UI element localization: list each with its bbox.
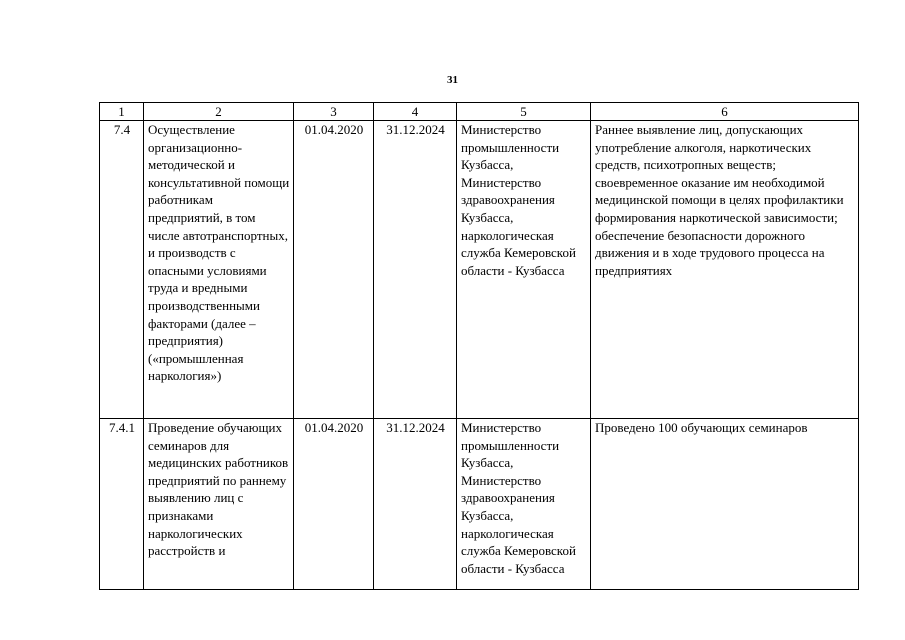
table-row	[100, 419, 859, 590]
measure-description: Проведение обучающих семинаров для медицинских работников предприятий по раннему выявлению лиц с признаками наркологических расстройств и	[148, 420, 289, 559]
expected-result: Раннее выявление лиц, допускающих употребление алкоголя, наркотических средств, психотропных веществ; своевременное оказание им необходимой медицинской помощи в целях профилактики формирования наркотической зависимости; обеспечение безопасности дорожного движения и в ходе трудового процесса на предприятиях	[591, 121, 859, 419]
column-number: 2	[144, 103, 294, 121]
column-number: 3	[294, 103, 374, 121]
page-number: 31	[447, 74, 458, 86]
column-number: 1	[100, 103, 144, 121]
start-date: 01.04.2020	[294, 419, 374, 590]
expected-result: Проведено 100 обучающих семинаров	[591, 419, 859, 590]
start-date: 01.04.2020	[294, 121, 374, 419]
executor: Министерство промышленности Кузбасса, Министерство здравоохранения Кузбасса, наркологическая служба Кемеровской области - Кузбасса	[457, 121, 591, 419]
executor: Министерство промышленности Кузбасса, Министерство здравоохранения Кузбасса, наркологическая служба Кемеровской области - Кузбасса	[461, 420, 576, 576]
measure-number: 7.4	[100, 121, 144, 419]
end-date: 31.12.2024	[374, 419, 457, 590]
column-numbers-row	[100, 103, 859, 121]
end-date: 31.12.2024	[374, 121, 457, 419]
column-number: 4	[374, 103, 457, 121]
measure-number: 7.4.1	[100, 419, 144, 590]
column-number: 6	[591, 103, 859, 121]
measures-table	[99, 102, 859, 590]
table-row	[100, 121, 859, 419]
column-number: 5	[457, 103, 591, 121]
measure-description: Осуществление организационно-методической и консультативной помощи работникам предприятий, в том числе автотранспортных, и производств с опасными условиями труда и вредными производственными факторами (далее – предприятия) («промышленная наркология»)	[144, 121, 294, 419]
